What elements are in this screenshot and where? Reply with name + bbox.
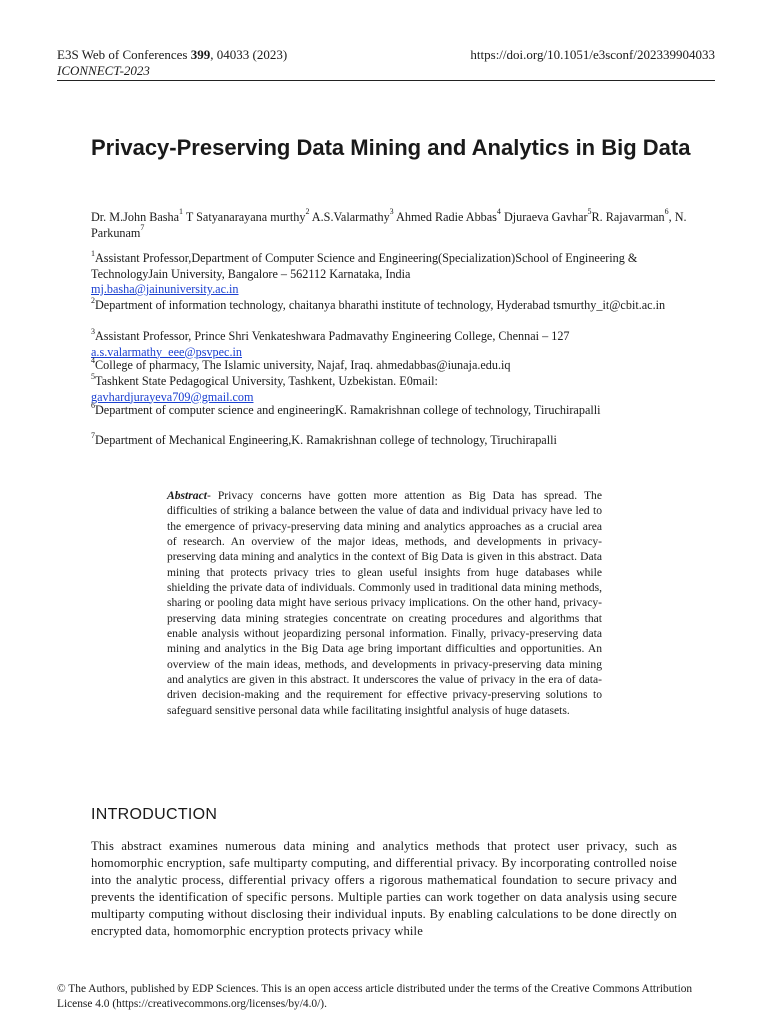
author-list [91,209,691,241]
affiliation-num: 7 [91,431,95,440]
author-sup: 6 [664,207,669,216]
affiliation-num: 6 [91,401,95,410]
affiliation-text: Department of information technology, chaitanya bharathi institute of technology, Hyderabad tsmurthy_it@cbit.ac.in [95,298,666,312]
affiliation-email-link[interactable]: mj.basha@jainuniversity.ac.in [91,282,239,296]
author-name: Djuraeva Gavhar [500,210,588,224]
license-footer: © The Authors, published by EDP Sciences. This is an open access article distributed under the terms of the Creative Commons Attribution License 4.0 (https://creativecommons.org/licenses/by/4.0/). [57,983,693,1010]
author-sup: 4 [496,207,501,216]
affiliation-3 [91,329,711,360]
paper-title: Privacy-Preserving Data Mining and Analytics in Big Data [91,135,691,160]
doi-link[interactable]: https://doi.org/10.1051/e3sconf/202339904033 [470,47,715,62]
author-sup: 1 [179,207,184,216]
journal-prefix: E3S Web of Conferences [57,47,191,62]
affiliation-7 [91,433,711,449]
affiliation-text: Assistant Professor,Department of Computer Science and Engineering(Specialization)School of Engineering & TechnologyJain University, Bangalore – 562112 Karnataka, India [91,251,638,281]
author-name: A.S.Valarmathy [309,210,390,224]
affiliation-email-link[interactable]: a.s.valarmathy_eee@psvpec.in [91,344,242,359]
affiliation-5 [91,374,711,405]
author-name: Dr. M.John Basha [91,210,180,224]
abstract-text: - Privacy concerns have gotten more attention as Big Data has spread. The difficulties of striking a balance between the value of data and individual privacy have led to the emergence of privacy-preserving data mining and analytics approaches as a crucial area of research. An overview of the major ideas, methods, and developments in privacy-preserving data mining and analytics in the context of Big Data is given in this abstract. Data mining that protects privacy tries to glean useful insights from huge databases while shielding the private data of individuals. Commonly used in traditional data mining methods, sharing or pooling data might have serious privacy implications. On the other hand, privacy-preserving data mining strategies concentrate on creating procedures and algorithms that enable analysis without jeopardizing personal information. Finally, privacy-preserving data mining and analytics in the Big Data age bring important difficulties and opportunities. An overview of the main ideas, methods, and developments in privacy-preserving data mining and analytics are given in this abstract. It underscores the value of privacy in the era of data-driven decision-making and the requirement for effective privacy-preserving solutions to safeguard sensitive personal data while facilitating insightful analysis of huge datasets. [167,489,602,717]
conference-name: ICONNECT-2023 [57,63,150,78]
affiliation-text: Assistant Professor, Prince Shri Venkateshwara Padmavathy Engineering College, Chennai – 127 [95,329,570,343]
section-heading: INTRODUCTION [91,806,218,823]
author-sup: 2 [305,207,310,216]
affiliation-2 [91,298,711,314]
abstract-label: Abstract [167,489,207,502]
author-name: T Satyanarayana murthy [183,210,306,224]
author-name: , N. Parkunam [91,210,687,240]
journal-issue-year: , 04033 (2023) [210,47,288,62]
affiliation-4 [91,358,711,374]
author-sup: 5 [587,207,592,216]
journal-citation [57,47,287,63]
affiliation-text: College of pharmacy, The Islamic university, Najaf, Iraq. ahmedabbas@iunaja.edu.iq [95,358,511,372]
affiliation-text: Tashkent State Pedagogical University, Tashkent, Uzbekistan. E0mail: [95,374,438,388]
affiliation-email-link[interactable]: gavhardjurayeva709@gmail.com [91,389,254,404]
affiliation-text: Department of computer science and engineeringK. Ramakrishnan college of technology, Tiruchirapalli [95,403,601,417]
affiliation-num: 3 [91,327,95,336]
affiliation-1 [91,251,711,298]
affiliation-6 [91,403,711,419]
abstract [167,488,602,718]
affiliation-num: 2 [91,296,95,305]
affiliation-num: 4 [91,356,95,365]
author-name: R. Rajavarman [591,210,665,224]
author-sup: 3 [389,207,394,216]
author-name: Ahmed Radie Abbas [393,210,497,224]
affiliation-num: 1 [91,249,95,258]
introduction-text: This abstract examines numerous data mining and analytics methods that protect user privacy, such as homomorphic encryption, safe multiparty computing, and differential privacy. By incorporating controlled noise into the analytic process, differential privacy offers a rigorous mathematical foundation to secure privacy and prevents the identification of specific persons. Multiple parties can work together on data analysis using secure multiparty computing without disclosing their individual inputs. By enabling calculations to be done directly on encrypted data, homomorphic encryption protects privacy while [91,839,677,938]
affiliation-text: Department of Mechanical Engineering,K. Ramakrishnan college of technology, Tiruchirapalli [95,433,557,447]
affiliation-num: 5 [91,372,95,381]
header-divider [57,80,715,81]
journal-volume: 399 [190,47,211,62]
author-sup: 7 [140,223,145,232]
